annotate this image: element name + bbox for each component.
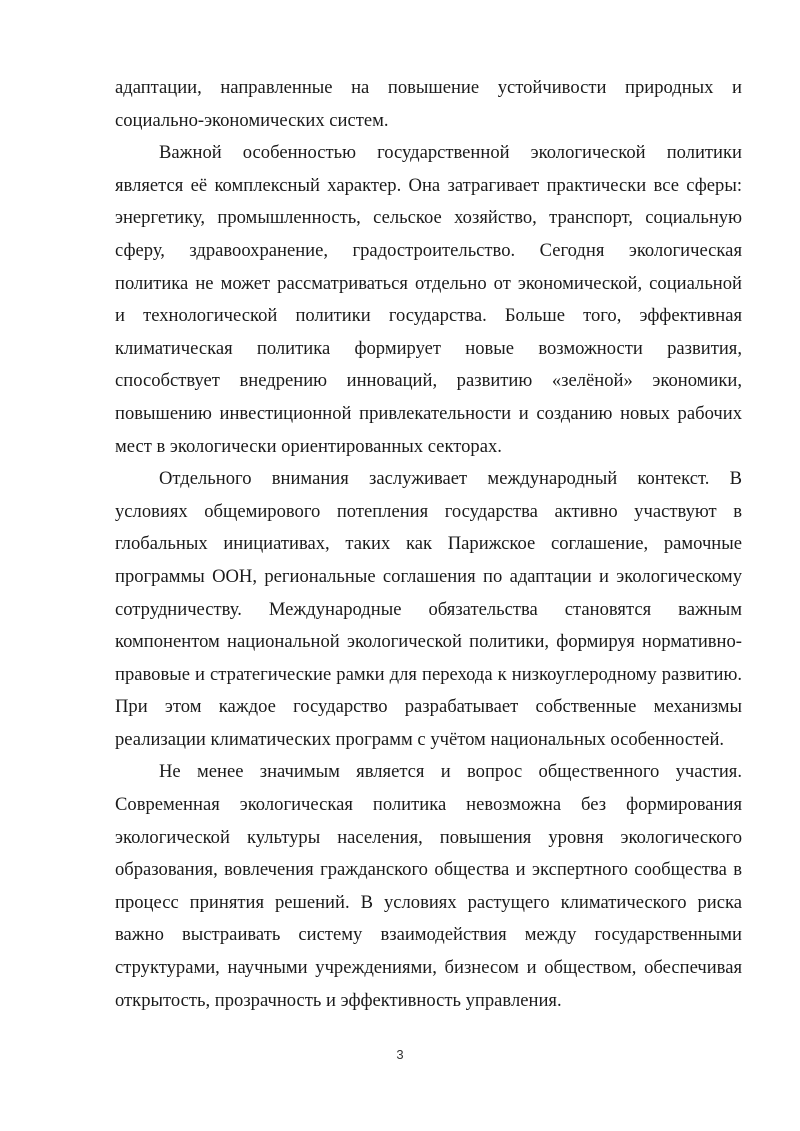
text-line: сотрудничеству. Международные обязательства становятся важным	[115, 598, 742, 620]
text-line: климатическая политика формирует новые возможности развития,	[115, 337, 742, 359]
text-line: важно выстраивать систему взаимодействия между государственными	[115, 924, 742, 946]
text-line: структурами, научными учреждениями, бизнесом и обществом, обеспечивая	[115, 957, 742, 979]
text-line: компонентом национальной экологической политики, формируя нормативно-	[115, 631, 742, 653]
text-line: повышению инвестиционной привлекательности и созданию новых рабочих	[115, 402, 742, 424]
text-line: экологической культуры населения, повышения уровня экологического	[115, 826, 742, 848]
text-line: энергетику, промышленность, сельское хозяйство, транспорт, социальную	[115, 207, 742, 229]
text-line: Современная экологическая политика невозможна без формирования	[115, 794, 742, 816]
text-line: способствует внедрению инноваций, развитию «зелёной» экономики,	[115, 370, 742, 392]
text-line: сферу, здравоохранение, градостроительство. Сегодня экологическая	[115, 239, 742, 261]
text-line: политика не может рассматриваться отдельно от экономической, социальной	[115, 272, 742, 294]
text-line: Важной особенностью государственной экологической политики	[159, 142, 742, 164]
text-line: адаптации, направленные на повышение устойчивости природных и	[115, 77, 742, 98]
text-line: правовые и стратегические рамки для перехода к низкоуглеродному развитию.	[115, 663, 742, 685]
text-line: является её комплексный характер. Она затрагивает практически все сферы:	[115, 174, 742, 196]
text-line: образования, вовлечения гражданского общества и экспертного сообщества в	[115, 859, 742, 881]
text-line: реализации климатических программ с учётом национальных особенностей.	[115, 728, 725, 750]
text-line: открытость, прозрачность и эффективность управления.	[115, 989, 562, 1011]
text-line: глобальных инициативах, таких как Парижское соглашение, рамочные	[115, 533, 742, 555]
text-line: и технологической политики государства. Больше того, эффективная	[115, 305, 742, 327]
text-line: мест в экологически ориентированных секторах.	[115, 435, 502, 457]
text-line: Отдельного внимания заслуживает международный контекст. В	[159, 468, 742, 490]
text-line: процесс принятия решений. В условиях растущего климатического риска	[115, 891, 742, 913]
page-number: 3	[396, 1047, 404, 1062]
text-line: При этом каждое государство разрабатывает собственные механизмы	[115, 696, 742, 718]
text-line: Не менее значимым является и вопрос общественного участия.	[159, 761, 742, 783]
text-line: социально-экономических систем.	[115, 109, 389, 131]
text-line: программы ООН, региональные соглашения по адаптации и экологическому	[115, 565, 742, 587]
body-text	[115, 72, 742, 1017]
text-line: условиях общемирового потепления государства активно участвуют в	[115, 500, 742, 522]
